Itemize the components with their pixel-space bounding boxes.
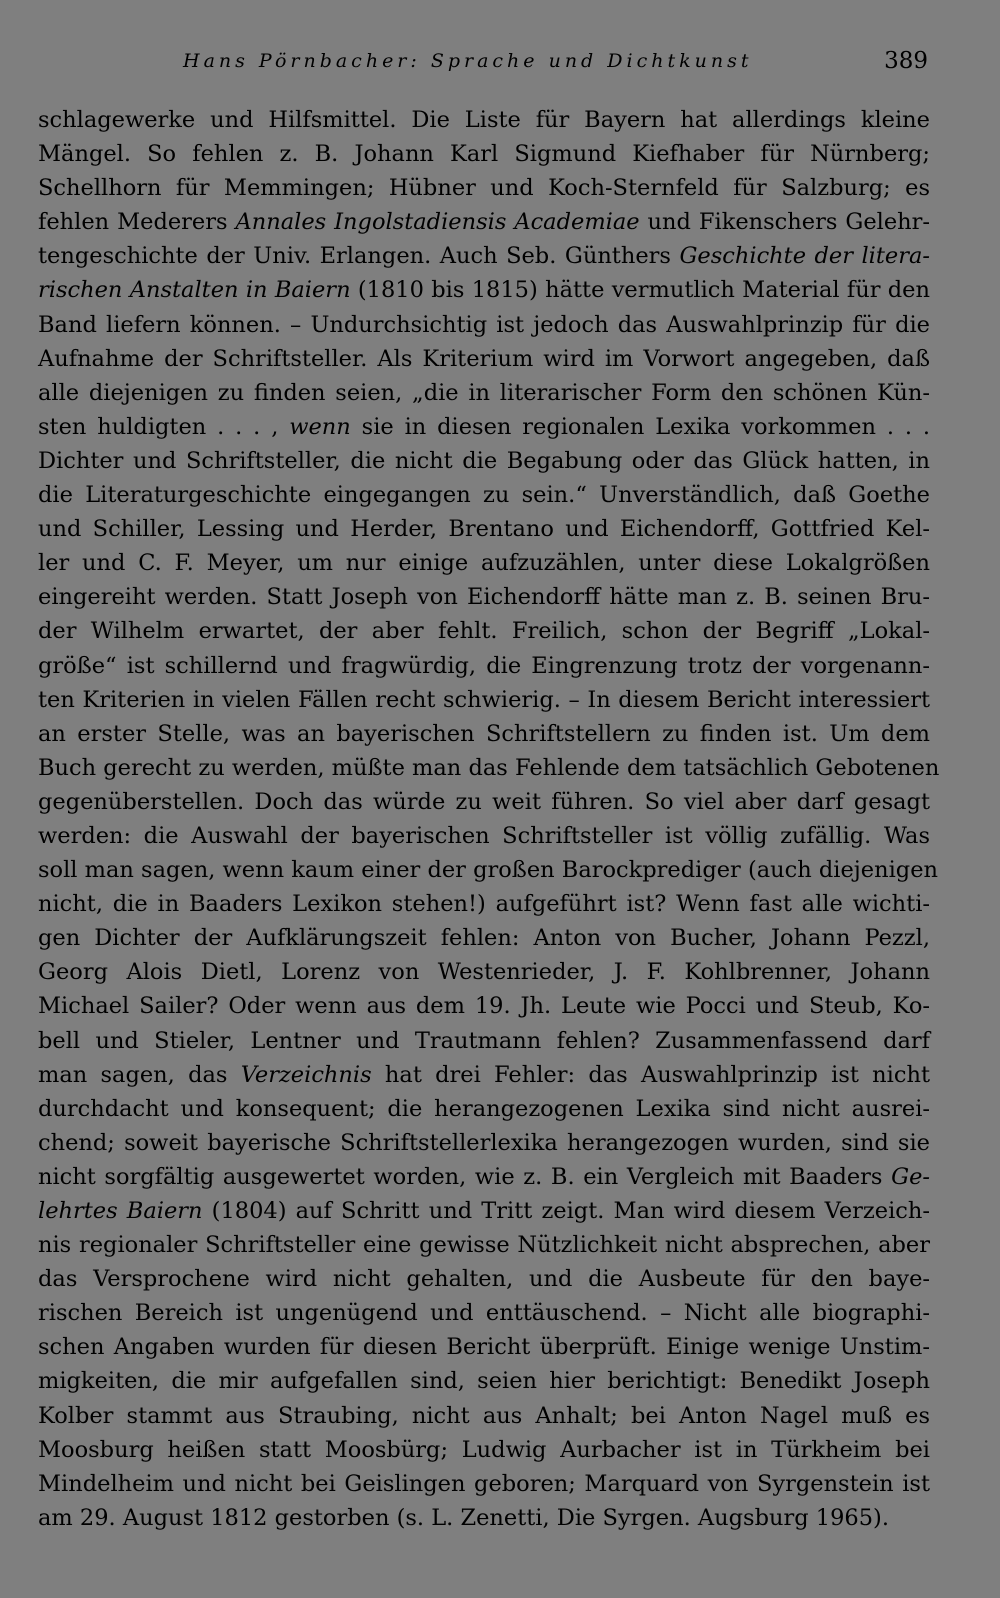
text-line [38,989,930,1023]
italic-title-text: Annales Ingolstadiensis Academiae [235,209,640,236]
text-segment: die Literaturgeschichte eingegangen zu sein.“ Unverständlich, daß Goethe [38,482,930,509]
text-line [38,1399,930,1433]
text-segment: Schellhorn für Memmingen; Hübner und Koch-Sternfeld für Salzburg; es [38,175,930,202]
text-segment: Mängel. So fehlen z. B. Johann Karl Sigmund Kiefhaber für Nürnberg; [38,141,930,168]
text-segment: Aufnahme der Schriftsteller. Als Kriterium wird im Vorwort angegeben, daß [38,345,930,372]
text-segment: Mindelheim und nicht bei Geislingen geboren; Marquard von Syrgenstein ist [38,1470,930,1497]
italic-title-text: rischen Anstalten in Baiern [38,277,351,304]
italic-title-text: wenn [289,413,351,440]
text-line [38,137,930,171]
text-line [38,1228,930,1262]
text-line [38,512,930,546]
text-line [38,614,930,648]
text-line [38,785,930,819]
text-line [38,819,930,853]
text-line [38,1467,930,1501]
italic-title-text: Ge- [891,1163,930,1190]
text-segment: man sagen, das [38,1061,241,1088]
text-line [38,580,930,614]
italic-title-text: lehrtes Baiern [38,1198,203,1224]
text-segment: (1804) auf Schritt und Tritt zeigt. Man wird diesem Verzeich- [202,1198,930,1224]
text-segment: der Wilhelm erwartet, der aber fehlt. Freilich, schon der Begriff „Lokal- [38,618,930,645]
text-line [38,205,930,239]
text-line [38,717,930,751]
text-line [38,171,930,205]
text-line [38,1058,930,1092]
text-segment: durchdacht und konsequent; die herangezogenen Lexika sind nicht ausrei- [38,1095,930,1122]
text-line [38,103,930,137]
text-line [38,887,930,921]
text-line [38,1092,930,1126]
text-segment: Buch gerecht zu werden, müßte man das Fehlende dem tatsächlich Gebotenen [38,754,940,781]
text-segment: migkeiten, die mir aufgefallen sind, seien hier berichtigt: Benedikt Joseph [38,1368,930,1395]
text-segment: sten huldigten . . . , [38,413,290,440]
text-line [38,683,930,717]
text-segment: und Schiller, Lessing und Herder, Brentano und Eichendorff, Gottfried Kel- [38,516,930,543]
text-segment: alle diejenigen zu finden seien, „die in literarischer Form den schönen Kün- [38,379,930,406]
text-line [38,1024,930,1058]
running-title: Hans Pörnbacher: Sprache und Dichtkunst [183,50,753,72]
running-head [38,46,930,80]
text-line [38,239,930,273]
text-line [38,1296,930,1330]
text-segment: Kolber stammt aus Straubing, nicht aus Anhalt; bei Anton Nagel muß es [38,1402,930,1429]
text-segment: gegenüberstellen. Doch das würde zu weit führen. So viel aber darf gesagt [38,788,930,815]
text-line [38,1433,930,1467]
text-segment: schlagewerke und Hilfsmittel. Die Liste für Bayern hat allerdings kleine [38,107,930,133]
text-line [38,649,930,683]
text-segment: Georg Alois Dietl, Lorenz von Westenrieder, J. F. Kohlbrenner, Johann [38,959,930,986]
text-segment: nicht sorgfältig ausgewertet worden, wie z. B. ein Vergleich mit Baaders [38,1163,892,1190]
text-segment: Band liefern können. – Undurchsichtig ist jedoch das Auswahlprinzip für die [38,311,930,338]
text-line [38,955,930,989]
text-line [38,273,930,307]
text-segment: sie in diesen regionalen Lexika vorkommen . . . [350,413,930,440]
text-segment: am 29. August 1812 gestorben (s. L. Zenetti, Die Syrgen. Augsburg 1965). [38,1504,889,1531]
text-segment: tengeschichte der Univ. Erlangen. Auch Seb. Günthers [38,243,680,270]
text-segment: ten Kriterien in vielen Fällen recht schwierig. – In diesem Bericht interessiert [38,686,930,713]
text-segment: nicht, die in Baaders Lexikon stehen!) aufgeführt ist? Wenn fast alle wichti- [38,891,930,918]
text-segment: nis regionaler Schriftsteller eine gewisse Nützlichkeit nicht absprechen, aber [38,1232,930,1259]
text-segment: größe“ ist schillernd und fragwürdig, die Eingrenzung trotz der vorgenann- [38,652,930,679]
text-line [38,1262,930,1296]
text-line [38,308,930,342]
text-line [38,1330,930,1364]
text-line [38,342,930,376]
body-text [38,103,940,1535]
text-segment: eingereiht werden. Statt Joseph von Eichendorff hätte man z. B. seinen Bru- [38,584,930,611]
italic-title-text: Geschichte der litera- [679,243,930,270]
text-line [38,1126,930,1160]
text-line [38,1501,930,1535]
text-line [38,1194,930,1228]
text-segment: Moosburg heißen statt Moosbürg; Ludwig Aurbacher ist in Türkheim bei [38,1436,930,1463]
text-segment: Michael Sailer? Oder wenn aus dem 19. Jh. Leute wie Pocci und Steub, Ko- [38,993,930,1020]
text-segment: ler und C. F. Meyer, um nur einige aufzuzählen, unter diese Lokalgrößen [38,550,930,577]
text-segment: chend; soweit bayerische Schriftstellerlexika herangezogen wurden, sind sie [38,1129,930,1156]
text-line [38,853,938,887]
text-segment: werden: die Auswahl der bayerischen Schriftsteller ist völlig zufällig. Was [38,822,930,849]
text-segment: (1810 bis 1815) hätte vermutlich Material für den [350,277,930,304]
text-segment: Dichter und Schriftsteller, die nicht die Begabung oder das Glück hatten, in [38,447,930,474]
text-segment: hat drei Fehler: das Auswahlprinzip ist nicht [371,1061,930,1088]
page-number: 389 [884,48,928,74]
text-line [38,478,930,512]
text-line [38,546,930,580]
text-segment: an erster Stelle, was an bayerischen Schriftstellern zu finden ist. Um dem [38,720,930,747]
text-line [38,444,930,478]
text-segment: schen Angaben wurden für diesen Bericht überprüft. Einige wenige Unstim- [38,1334,930,1361]
text-line [38,921,930,955]
text-line [38,1160,930,1194]
text-segment: gen Dichter der Aufklärungszeit fehlen: Anton von Bucher, Johann Pezzl, [38,925,930,952]
text-segment: bell und Stieler, Lentner und Trautmann fehlen? Zusammenfassend darf [38,1027,930,1054]
italic-title-text: Verzeichnis [240,1061,372,1088]
text-line [38,751,940,785]
text-line [38,1364,930,1398]
text-segment: und Fikenschers Gelehr- [639,209,931,236]
text-segment: rischen Bereich ist ungenügend und enttäuschend. – Nicht alle biographi- [38,1300,930,1327]
text-line [38,410,930,444]
text-line [38,376,930,410]
text-segment: fehlen Mederers [38,209,236,236]
text-segment: soll man sagen, wenn kaum einer der großen Barockprediger (auch diejenigen [38,857,938,884]
text-segment: das Versprochene wird nicht gehalten, und die Ausbeute für den baye- [38,1266,930,1293]
